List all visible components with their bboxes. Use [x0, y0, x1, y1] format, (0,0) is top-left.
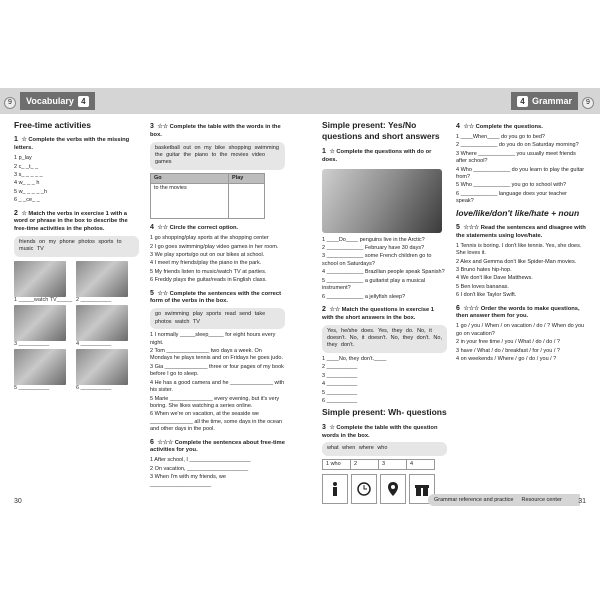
- list-item[interactable]: 1 ____When____ do you go to bed?: [456, 133, 545, 140]
- word-box: what when where who: [322, 442, 447, 455]
- list-item[interactable]: 2 __________: [322, 364, 358, 371]
- list-item[interactable]: 1 ____No, they don't.____: [322, 355, 387, 362]
- location-pin-icon: [380, 474, 406, 504]
- exercise-number: 5: [456, 224, 460, 232]
- exercise-number: 1: [14, 136, 18, 144]
- photo-friends: [14, 261, 72, 304]
- page-circle-icon: 9: [4, 97, 16, 109]
- footer-band: [428, 494, 580, 506]
- photo-sports: [76, 305, 128, 348]
- list-item[interactable]: 3 __________: [322, 372, 358, 379]
- person-icon: [322, 474, 348, 504]
- list-item[interactable]: 1 I normally _____sleep_____ for eight hours every night.: [150, 332, 276, 346]
- difficulty-stars: ☆: [329, 148, 335, 155]
- left-column-2: [150, 118, 285, 490]
- workbook-spread: [0, 88, 600, 518]
- list-item[interactable]: 5 Ben loves bananas.: [456, 283, 509, 290]
- list-item[interactable]: 2 On vacation, ____________________: [150, 465, 249, 472]
- list-item[interactable]: 5 Marie ______________ every evening, but it's very boring. She likes watching a series online.: [150, 395, 280, 409]
- list-item[interactable]: 3 When I'm with my friends, we ____________________: [150, 474, 226, 488]
- exercise-instruction: Complete the sentences with the correct form of the verbs in the box.: [150, 290, 282, 305]
- wh-table: [322, 459, 435, 470]
- photo-phone: [76, 261, 128, 304]
- exercise-instruction: Complete the questions with do or does.: [322, 148, 432, 163]
- right-column-1: [322, 118, 447, 504]
- difficulty-stars: ☆: [329, 424, 335, 431]
- difficulty-stars: ☆☆☆: [157, 439, 174, 446]
- vocabulary-label: Vocabulary: [26, 96, 74, 106]
- list-item[interactable]: 4 on weekends / Where / go / do / you / ?: [456, 355, 557, 362]
- section-title: Free-time activities: [14, 120, 92, 130]
- word-box: Yes, he/she does. Yes, they do. No, it doesn't. No, it doesn't. No, they don't. No, they don't.: [322, 325, 447, 353]
- list-item[interactable]: 3 Gia ______________ three or four pages of my book before I go to sleep.: [150, 363, 284, 378]
- list-item[interactable]: 3 s_ _ _ _ _: [14, 171, 43, 178]
- exercise-number: 2: [14, 209, 18, 217]
- exercise-number: 2: [322, 305, 326, 313]
- list-item[interactable]: 4 ____________ Brazilian people speak Spanish?: [322, 269, 445, 276]
- list-item[interactable]: 1 After school, I ____________________: [150, 457, 251, 464]
- exercise-instruction: Circle the correct option.: [169, 225, 239, 232]
- exercise-2-title: [322, 305, 447, 323]
- list-item[interactable]: 3 Where ____________ you usually meet friends after school?: [456, 150, 576, 165]
- difficulty-stars: ☆☆: [157, 225, 168, 232]
- word-box: friends on my phone photos sports to music TV: [14, 236, 139, 257]
- list-item[interactable]: 6 ____________ a jellyfish sleep?: [322, 293, 406, 300]
- exercise-number: 4: [456, 123, 460, 130]
- list-item[interactable]: 2 Alex and Gemma don't like Spider-Man movies.: [456, 258, 577, 265]
- exercise-instruction: Order the words to make questions, then answer them for you.: [456, 305, 580, 320]
- exercise-6-title: [150, 438, 285, 456]
- difficulty-stars: ☆☆: [463, 124, 474, 130]
- right-page: [300, 88, 600, 518]
- exercise-6-title: [456, 304, 586, 322]
- list-item[interactable]: 1 go shopping/play sports at the shopping center: [150, 235, 269, 242]
- list-item[interactable]: 2 Tom ______________ two days a week. On Mondays he plays tennis and on Fridays he goes judo.: [150, 347, 283, 362]
- table-cell[interactable]: [229, 184, 265, 219]
- word-box: basketball out on my bike shopping swimming the guitar the piano to the movies video games: [150, 142, 285, 170]
- table-cell[interactable]: 3: [379, 459, 407, 469]
- photo-camera: [14, 349, 66, 392]
- exercise-instruction: Complete the table with the words in the box.: [150, 124, 281, 138]
- list-item[interactable]: 5 Who ____________ you go to school with?: [456, 182, 567, 189]
- photo-caption[interactable]: 3 __________: [14, 341, 50, 348]
- exercise-1-title: [322, 147, 447, 165]
- exercise-number: 4: [150, 224, 154, 232]
- exercise-instruction: Match the verbs in exercise 1 with a word or phrase in the box to describe the free-time activities in the photos.: [14, 210, 128, 233]
- exercise-number: 3: [150, 123, 154, 130]
- page-circle-icon: 9: [582, 97, 594, 109]
- exercise-instruction: Complete the table with the question words in the box.: [322, 424, 438, 439]
- photo-caption[interactable]: 1 _____watch TV_____: [14, 297, 72, 304]
- list-item[interactable]: 2 ____________ do you do on Saturday morning?: [456, 142, 579, 149]
- unit-badge: 4: [78, 96, 89, 107]
- exercise-3-title: [322, 423, 447, 441]
- list-item[interactable]: 4 Who ____________ do you learn to play the guitar from?: [456, 166, 585, 180]
- list-item[interactable]: 4 We don't like Dave Matthews.: [456, 275, 533, 282]
- exercise-4-title: [150, 223, 285, 233]
- table-cell[interactable]: 2: [351, 459, 379, 469]
- table-cell[interactable]: 1 who: [323, 459, 351, 469]
- section-title: love/like/don't like/hate + noun: [456, 207, 580, 218]
- list-item[interactable]: 1 p_lay: [14, 155, 32, 162]
- list-item[interactable]: 2 in your free time / you / What / do / do / ?: [456, 339, 560, 346]
- list-item[interactable]: 4 __________: [322, 381, 358, 388]
- exercise-instruction: Match the questions in exercise 1 with the short answers in the box.: [322, 306, 435, 321]
- list-item[interactable]: 2 ____________ February have 30 days?: [322, 244, 425, 251]
- exercise-5-title: [456, 223, 586, 241]
- list-item[interactable]: 1 ____Do____ penguins live in the Arctic?: [322, 236, 425, 243]
- table-cell[interactable]: 4: [407, 459, 435, 469]
- exercise-number: 5: [150, 289, 154, 297]
- exercise-instruction: Complete the sentences about free-time activities for you.: [150, 439, 285, 454]
- list-item[interactable]: 6 I don't like Taylor Swift.: [456, 292, 517, 299]
- section-title: Simple present: Yes/No questions and short answers: [322, 120, 440, 142]
- photo-friends-2: [76, 349, 128, 392]
- page-number: 30: [14, 498, 22, 505]
- photo-grid: [14, 261, 139, 392]
- left-column-1: [14, 118, 139, 392]
- exercise-1-title: [14, 135, 139, 153]
- difficulty-stars: ☆☆: [157, 290, 168, 297]
- difficulty-stars: ☆☆: [157, 124, 168, 130]
- exercise-number: 6: [150, 438, 154, 446]
- table-header-play: Play: [229, 173, 265, 183]
- left-page: [0, 88, 300, 518]
- exercise-number: 6: [456, 304, 460, 312]
- table-header-go: Go: [151, 173, 229, 183]
- list-item[interactable]: 2 I go goes swimming/play video games in her room.: [150, 243, 279, 250]
- photo-caption[interactable]: 5 __________: [14, 385, 50, 392]
- exercise-number: 3: [322, 423, 326, 431]
- page-number: 31: [578, 498, 586, 505]
- word-box: go swimming play sports read send take photos watch TV: [150, 308, 285, 329]
- list-item[interactable]: 4 He has a good camera and he ______________ with his sister.: [150, 379, 285, 394]
- photo-caption[interactable]: 4 __________: [76, 341, 112, 348]
- list-item[interactable]: 6 _ _ce_ _: [14, 197, 40, 204]
- list-item[interactable]: 2 c_ _t_ _: [14, 163, 39, 170]
- exercise-5-title: [150, 289, 285, 307]
- list-item[interactable]: 5 __________: [322, 389, 358, 396]
- exercise-instruction: Read the sentences and disagree with the statements using love/hate.: [456, 225, 586, 239]
- photo-music: [14, 305, 66, 348]
- list-item[interactable]: 6 When we're on vacation, at the seaside we ______________ all the time, some days in the ocean and other days in the pool.: [150, 411, 283, 433]
- exercise-instruction: Complete the questions.: [475, 124, 543, 130]
- footer-link-grammar-reference[interactable]: Grammar reference and practice: [434, 497, 514, 503]
- list-item[interactable]: 6 __________: [322, 397, 358, 404]
- photo-caption[interactable]: 6 __________: [76, 385, 112, 392]
- list-item[interactable]: 3 ____________ some French children go to school on Saturdays?: [322, 253, 432, 267]
- difficulty-stars: ☆☆: [329, 306, 340, 313]
- vocabulary-tab: [20, 92, 95, 110]
- difficulty-stars: ☆: [21, 137, 27, 144]
- photo-caption[interactable]: 2 __________: [76, 297, 112, 304]
- list-item[interactable]: 5 ____________ a guitarist play a musical instrument?: [322, 277, 426, 292]
- exercise-number: 1: [322, 147, 326, 155]
- list-item[interactable]: 6 ____________ language does your teacher speak?: [456, 190, 568, 205]
- list-item[interactable]: 6 Freddy plays the guitar/reads in English class.: [150, 277, 267, 284]
- exercise-4-title: [456, 122, 586, 132]
- table-cell[interactable]: to the movies: [151, 184, 229, 219]
- section-title: Simple present: Wh- questions: [322, 407, 447, 418]
- list-item[interactable]: 1 go / you / When / on vacation / do / ? When do you go on vacation?: [456, 323, 585, 337]
- clock-icon: [351, 474, 377, 504]
- exercise-instruction: Complete the verbs with the missing letters.: [14, 137, 130, 152]
- list-item[interactable]: 3 Bruno hates hip-hop.: [456, 266, 512, 273]
- list-item[interactable]: 4 I meet my friends/play the piano in the park.: [150, 260, 262, 267]
- list-item[interactable]: 3 have / What / do / breakfast / for / you / ?: [456, 347, 560, 354]
- go-play-table: [150, 173, 265, 219]
- difficulty-stars: ☆☆☆: [463, 305, 480, 312]
- grammar-label: Grammar: [531, 96, 572, 106]
- list-item[interactable]: 1 Tennis is boring. I don't like tennis. Yes, she does. She loves it.: [456, 242, 582, 257]
- list-item[interactable]: 4 w_ _ _ h: [14, 180, 40, 187]
- footer-link-resource-center[interactable]: Resource center: [521, 497, 562, 503]
- right-column-2: [456, 118, 586, 364]
- list-item[interactable]: 5 w_ _ _ _ _h: [14, 188, 48, 195]
- grammar-tab: [511, 92, 578, 110]
- list-item[interactable]: 3 We play sports/go out on our bikes at school.: [150, 251, 265, 258]
- difficulty-stars: ☆: [21, 210, 27, 217]
- exercise-2-title: [14, 209, 139, 234]
- exercise-3-title: [150, 122, 285, 140]
- penguin-jellyfish-guitarist-photo: [322, 169, 442, 233]
- list-item[interactable]: 5 My friends listen to music/watch TV at parties.: [150, 268, 267, 275]
- difficulty-stars: ☆☆☆: [463, 225, 480, 232]
- unit-badge: 4: [517, 96, 528, 107]
